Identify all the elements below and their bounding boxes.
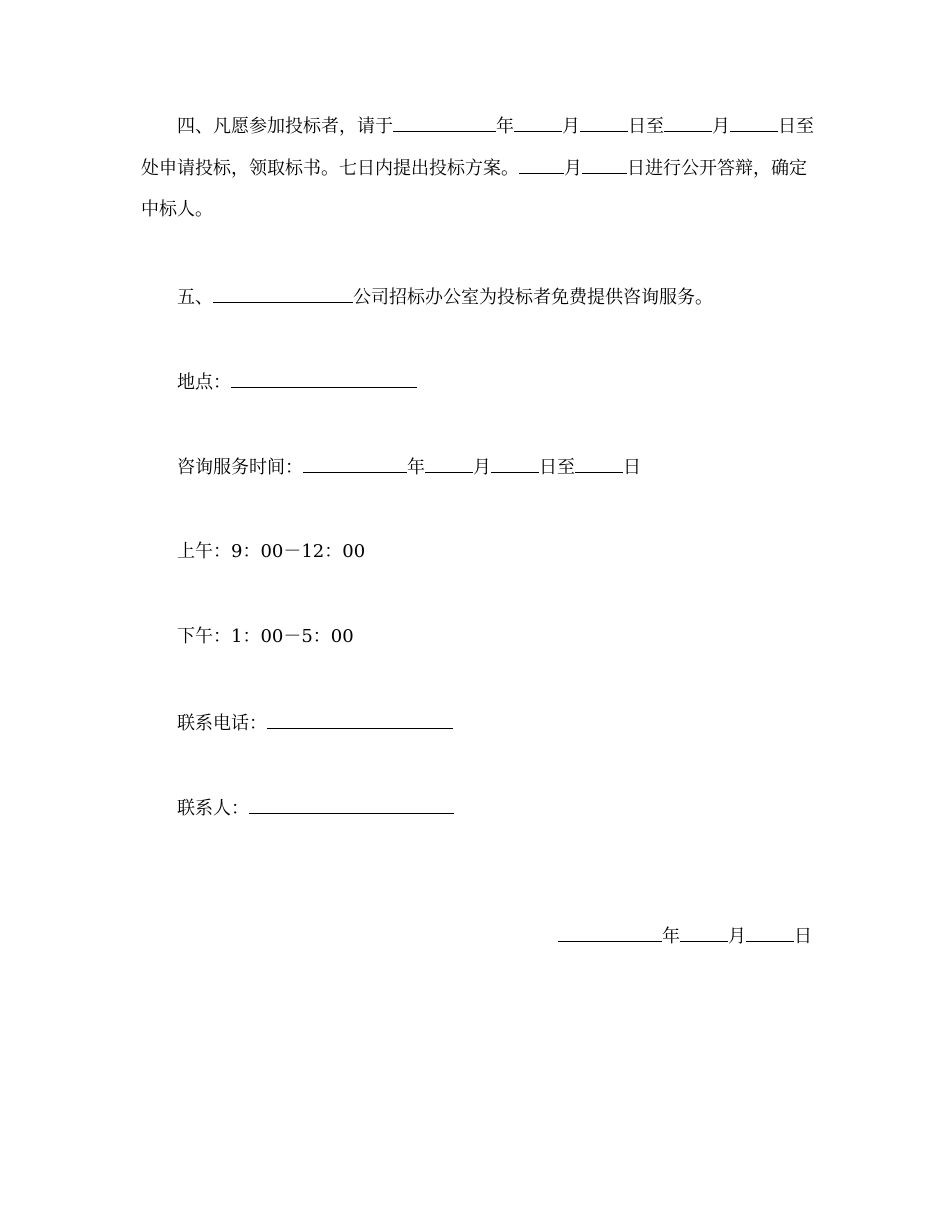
answer-month-blank[interactable]	[519, 156, 564, 174]
contact-label: 联系人：	[177, 798, 249, 819]
consult-day-blank-2[interactable]	[575, 455, 623, 473]
consult-day-label: 日	[623, 457, 641, 478]
footer-month-label: 月	[728, 926, 746, 947]
day-to-label-2: 日至	[778, 116, 814, 137]
location-line	[177, 370, 417, 392]
section4-line2-text: 处申请投标，领取标书。七日内提出投标方案。	[141, 158, 519, 179]
footer-date	[558, 924, 812, 946]
consult-year-label: 年	[407, 457, 425, 478]
location-blank[interactable]	[231, 370, 417, 388]
consult-day-to-label: 日至	[539, 457, 575, 478]
section4-line3: 中标人。	[141, 199, 213, 220]
consult-month-label: 月	[473, 457, 491, 478]
contact-line	[177, 796, 454, 818]
afternoon-hours: 下午：1：00－5：00	[177, 626, 354, 647]
footer-day-blank[interactable]	[746, 924, 794, 942]
day-blank[interactable]	[580, 114, 628, 132]
consult-year-blank[interactable]	[303, 455, 407, 473]
consult-time-label: 咨询服务时间：	[177, 457, 303, 478]
section4-line1	[177, 114, 814, 136]
phone-blank[interactable]	[267, 711, 453, 729]
year-label: 年	[496, 116, 514, 137]
section5-line	[177, 285, 713, 307]
contact-blank[interactable]	[249, 796, 454, 814]
footer-month-blank[interactable]	[680, 924, 728, 942]
answer-month-label: 月	[564, 158, 582, 179]
section5-text: 公司招标办公室为投标者免费提供咨询服务。	[353, 287, 713, 308]
consult-day-blank[interactable]	[491, 455, 539, 473]
day-blank-2[interactable]	[730, 114, 778, 132]
month-blank-2[interactable]	[664, 114, 712, 132]
year-blank[interactable]	[393, 114, 496, 132]
day-to-label: 日至	[628, 116, 664, 137]
month-label: 月	[562, 116, 580, 137]
section4-line2-tail: 日进行公开答辩，确定	[627, 158, 807, 179]
company-blank[interactable]	[213, 285, 353, 303]
consult-time-line	[177, 455, 641, 477]
phone-line	[177, 711, 453, 733]
footer-year-blank[interactable]	[558, 924, 662, 942]
location-label: 地点：	[177, 372, 231, 393]
section5-lead: 五、	[177, 287, 213, 308]
month-blank[interactable]	[514, 114, 562, 132]
footer-day-label: 日	[794, 926, 812, 947]
phone-label: 联系电话：	[177, 713, 267, 734]
consult-month-blank[interactable]	[425, 455, 473, 473]
section4-lead: 四、凡愿参加投标者，请于	[177, 116, 393, 137]
month-label-2: 月	[712, 116, 730, 137]
morning-hours: 上午：9：00－12：00	[177, 541, 366, 562]
answer-day-blank[interactable]	[582, 156, 627, 174]
footer-year-label: 年	[662, 926, 680, 947]
section4-line2	[141, 156, 807, 178]
